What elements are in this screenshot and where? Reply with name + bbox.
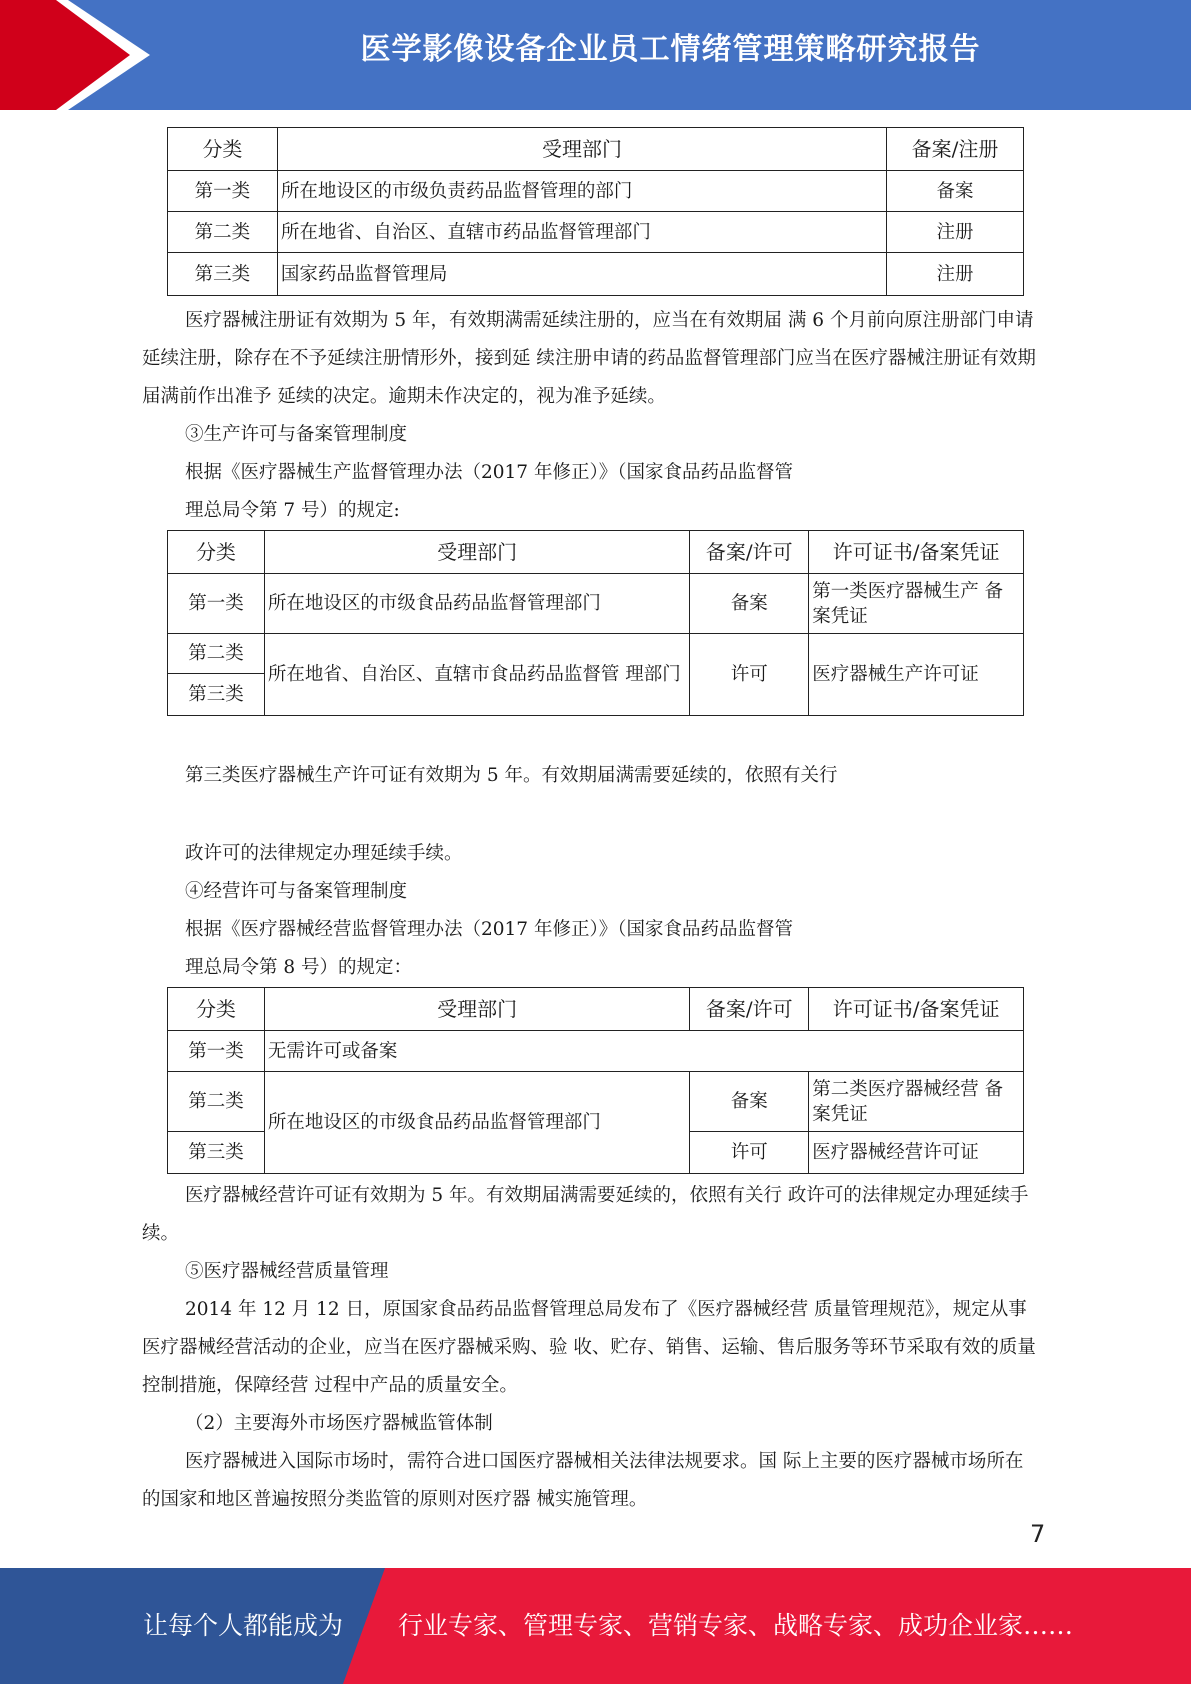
production-license-table: [167, 530, 1024, 716]
paragraph: 根据《医疗器械生产监督管理办法（2017 年修正）》（国家食品药品监督管: [185, 462, 793, 483]
table-row: [168, 634, 1024, 674]
table-header-cell: 分类: [168, 531, 265, 574]
section-heading: （2）主要海外市场医疗器械监管体制: [185, 1413, 493, 1434]
table-cell: 第三类: [168, 674, 265, 716]
table-cell-merged: 所在地设区的市级食品药品监督管理部门: [264, 1072, 689, 1174]
section-heading: ⑤医疗器械经营质量管理: [185, 1261, 389, 1282]
table-row: [168, 253, 1024, 296]
table-cell: 备案: [690, 1072, 809, 1132]
table-cell: 备案: [887, 171, 1024, 212]
registration-table: [167, 127, 1024, 296]
table-cell: 所在地设区的市级负责药品监督管理的部门: [277, 171, 886, 212]
paragraph: 理总局令第 8 号）的规定：: [185, 957, 413, 978]
table-cell: 国家药品监督管理局: [277, 253, 886, 296]
table-cell-merged: 所在地省、自治区、直辖市食品药品监督管 理部门: [264, 634, 689, 716]
table-row: [168, 1031, 1024, 1072]
table-header-row: [168, 128, 1024, 171]
table-header-cell: 许可证书/备案凭证: [809, 988, 1024, 1031]
paragraph: 第三类医疗器械生产许可证有效期为 5 年。有效期届满需要延续的，依照有关行: [185, 765, 838, 786]
paragraph: 医疗器械进入国际市场时，需符合进口国医疗器械相关法律法规要求。国 际上主要的医疗器械市场所在的国家和地区普遍按照分类监管的原则对医疗器 械实施管理。: [142, 1451, 1024, 1510]
table-header-cell: 备案/许可: [690, 988, 809, 1031]
paragraph: 医疗器械注册证有效期为 5 年，有效期满需延续注册的，应当在有效期届 满 6 个月前向原注册部门申请延续注册，除存在不予延续注册情形外，接到延 续注册申请的药品监督管理部门应当在医疗器械注册证有效期届满前作出准予 延续的决定。逾期未作决定的，视为准予延续。: [142, 310, 1036, 407]
table-row: [168, 171, 1024, 212]
table-header-cell: 许可证书/备案凭证: [809, 531, 1024, 574]
table-header-row: [168, 531, 1024, 574]
table-header-cell: 受理部门: [264, 531, 689, 574]
table-cell: 许可: [690, 1132, 809, 1174]
table-cell-merged: 医疗器械生产许可证: [809, 634, 1024, 716]
table-cell: 第二类: [168, 1072, 265, 1132]
table-cell: 无需许可或备案: [264, 1031, 1023, 1072]
section-heading: ④经营许可与备案管理制度: [185, 881, 408, 902]
table-header-cell: 分类: [168, 988, 265, 1031]
table-cell: 所在地设区的市级食品药品监督管理部门: [264, 574, 689, 634]
paragraph: 2014 年 12 月 12 日，原国家食品药品监督管理总局发布了《医疗器械经营 质量管理规范》，规定从事医疗器械经营活动的企业，应当在医疗器械采购、验 收、贮存、销售、运输、售后服务等环节采取有效的质量控制措施，保障经营 过程中产品的质量安全。: [142, 1299, 1036, 1396]
table-cell: 第一类医疗器械生产 备案凭证: [809, 574, 1024, 634]
page-header: [0, 0, 1191, 110]
table-cell: 注册: [887, 253, 1024, 296]
table-row: [168, 574, 1024, 634]
table-cell: 注册: [887, 212, 1024, 253]
footer-slogan-right: 行业专家、管理专家、营销专家、战略专家、成功企业家……: [398, 1611, 1074, 1640]
page-number: 7: [1030, 1520, 1046, 1548]
table-cell: 第二类: [168, 212, 278, 253]
table-cell: 第三类: [168, 1132, 265, 1174]
footer-slogan-left: 让每个人都能成为: [143, 1611, 344, 1640]
paragraph: 理总局令第 7 号）的规定:: [185, 500, 400, 521]
table-cell: 医疗器械经营许可证: [809, 1132, 1024, 1174]
page-footer: [0, 1568, 1191, 1684]
table-cell: 备案: [690, 574, 809, 634]
table-row: [168, 212, 1024, 253]
table-header-cell: 分类: [168, 128, 278, 171]
table-cell: 第二类: [168, 634, 265, 674]
table-cell-merged: 许可: [690, 634, 809, 716]
paragraph: 医疗器械经营许可证有效期为 5 年。有效期届满需要延续的，依照有关行 政许可的法律规定办理延续手续。: [142, 1185, 1029, 1244]
table-row: [168, 1072, 1024, 1132]
paragraph: 根据《医疗器械经营监督管理办法（2017 年修正）》（国家食品药品监督管: [185, 919, 793, 940]
table-header-cell: 受理部门: [277, 128, 886, 171]
table-cell: 所在地省、自治区、直辖市药品监督管理部门: [277, 212, 886, 253]
table-header-cell: 受理部门: [264, 988, 689, 1031]
table-cell: 第一类: [168, 171, 278, 212]
table-cell: 第一类: [168, 574, 265, 634]
section-heading: ③生产许可与备案管理制度: [185, 424, 408, 445]
header-title: 医学影像设备企业员工情绪管理策略研究报告: [360, 32, 981, 67]
document-body: [142, 127, 1037, 1519]
table-cell: 第一类: [168, 1031, 265, 1072]
table-cell: 第二类医疗器械经营 备案凭证: [809, 1072, 1024, 1132]
table-header-row: [168, 988, 1024, 1031]
paragraph: 政许可的法律规定办理延续手续。: [185, 843, 463, 864]
business-license-table: [167, 987, 1024, 1174]
table-header-cell: 备案/许可: [690, 531, 809, 574]
table-cell: 第三类: [168, 253, 278, 296]
table-header-cell: 备案/注册: [887, 128, 1024, 171]
